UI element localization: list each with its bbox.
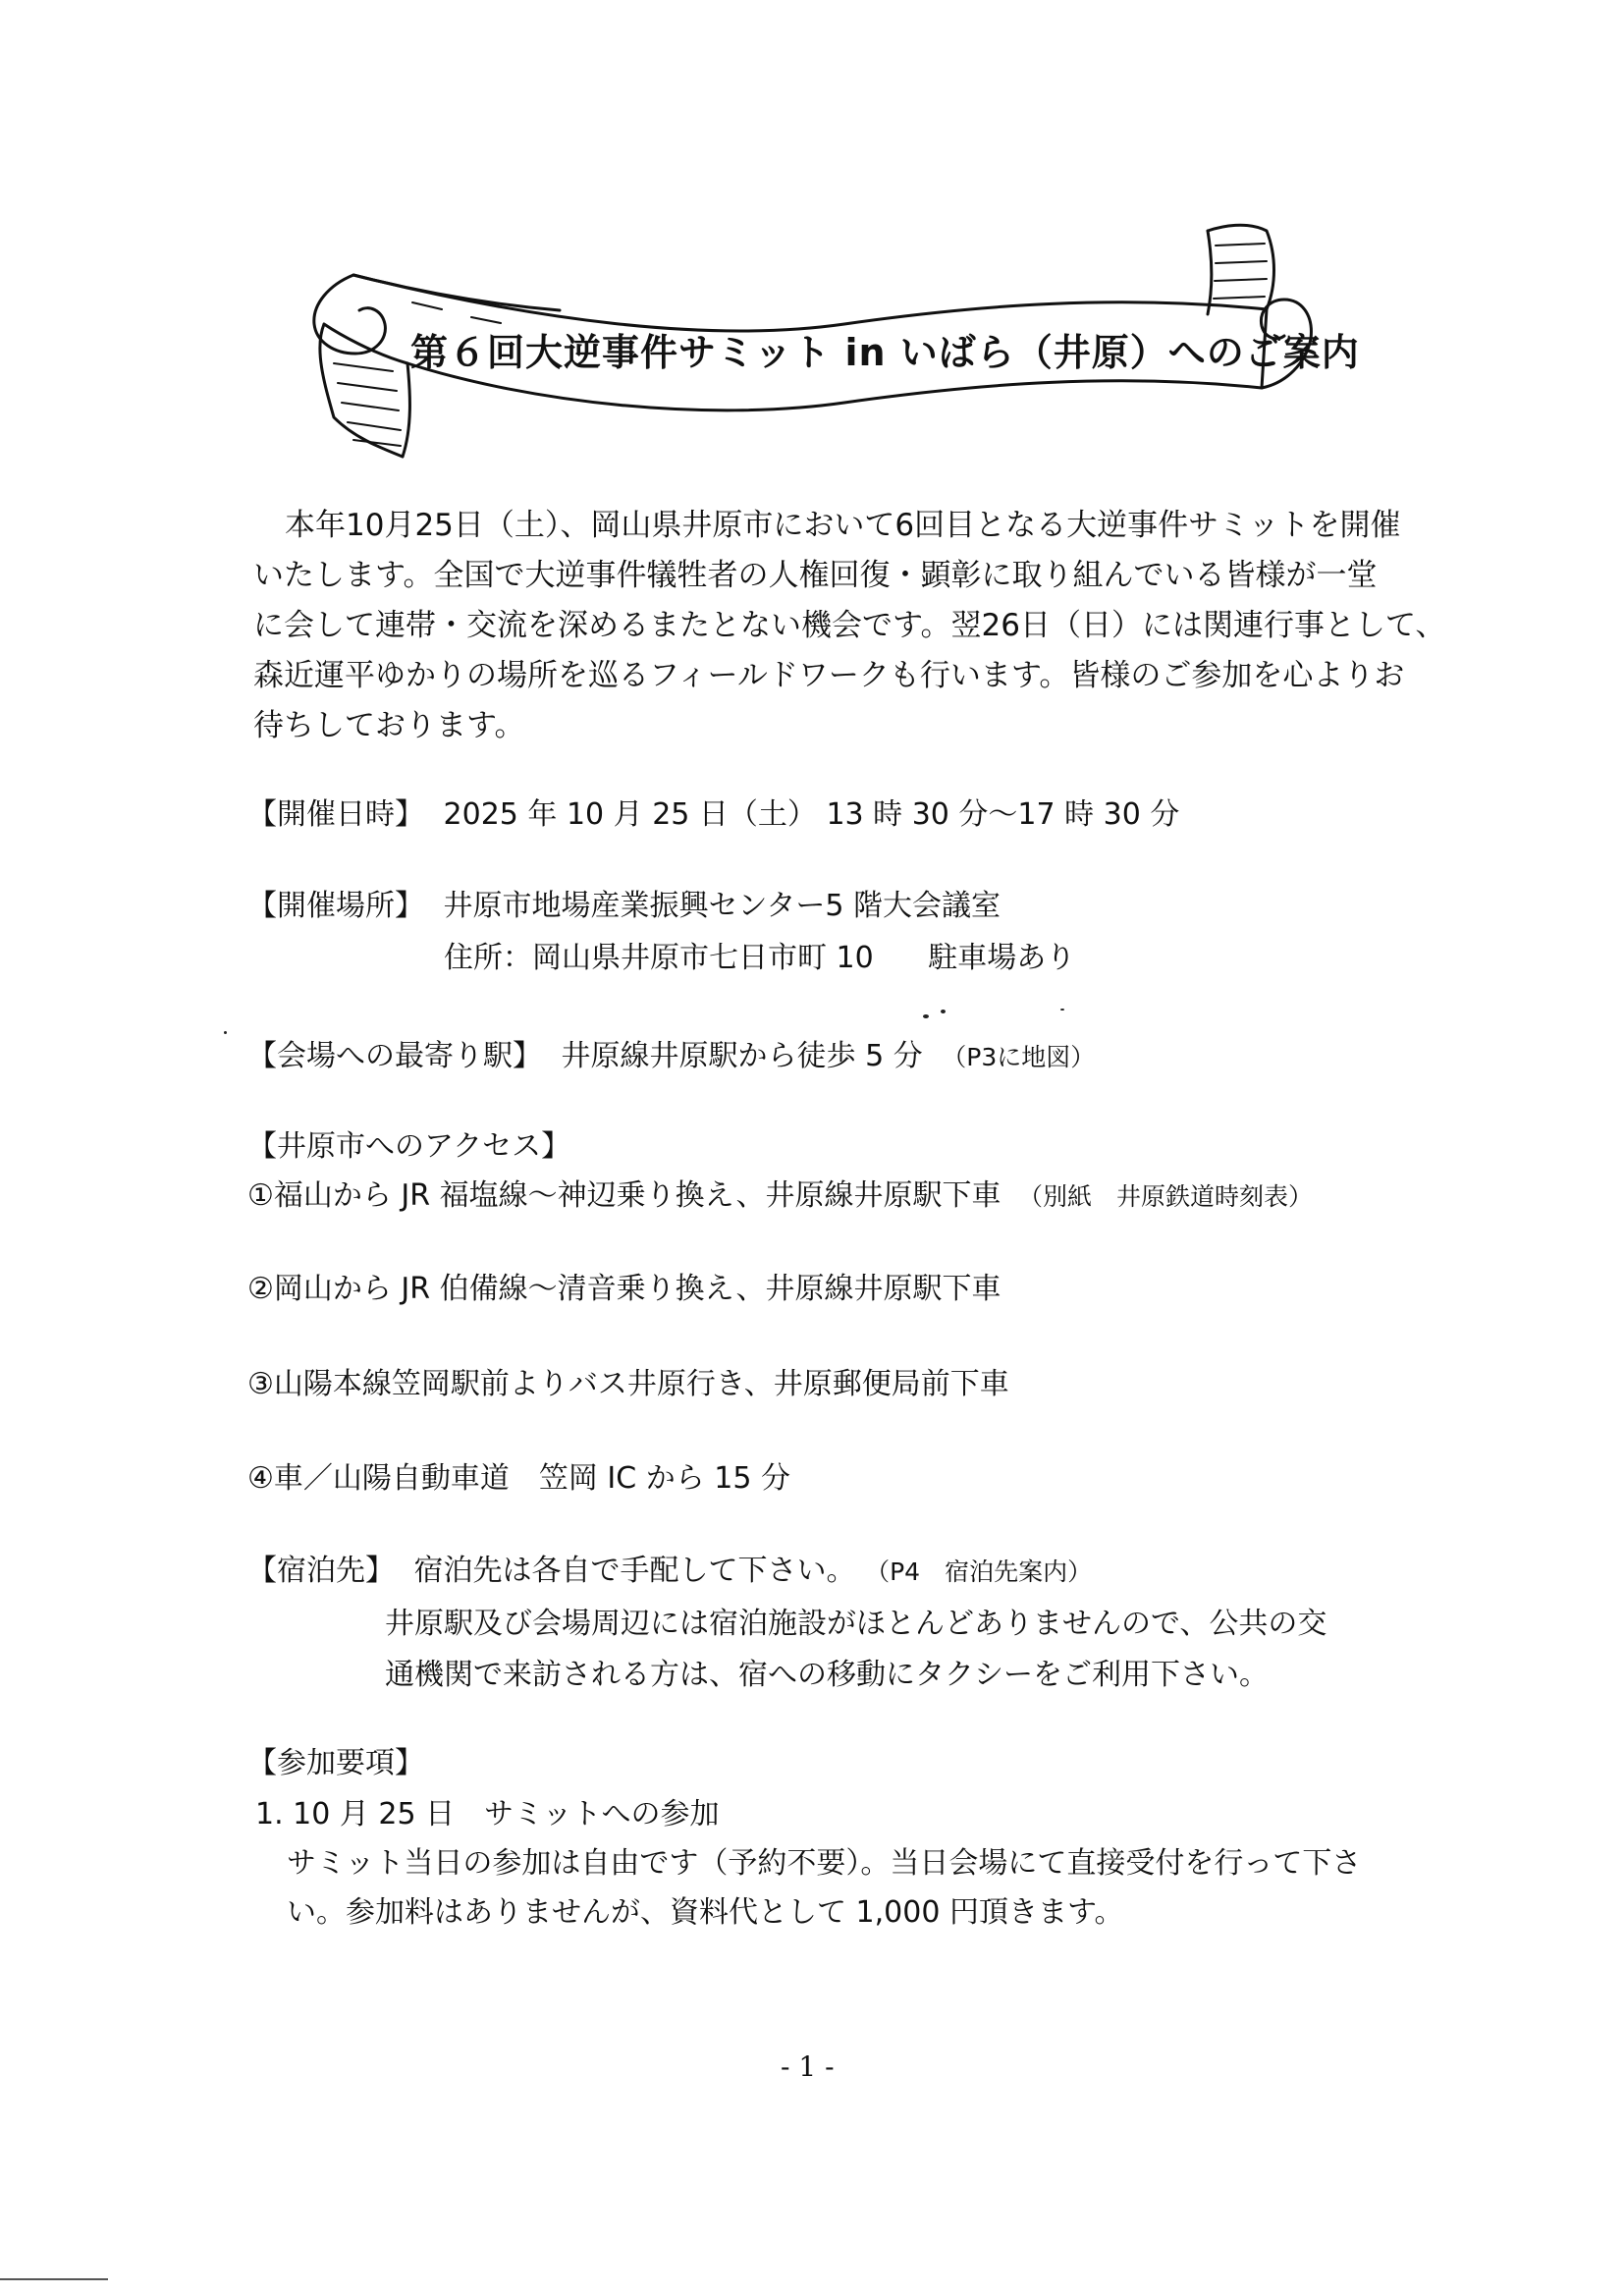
lodging-label: 【宿泊先】: [247, 1554, 395, 1588]
lodging-line2: 井原駅及び会場周辺には宿泊施設がほとんどありませんので、公共の交: [385, 1607, 1327, 1641]
intro-line: 森近運平ゆかりの場所を巡るフィールドワークも行います。皆様のご参加を心よりお: [253, 658, 1405, 693]
requirements-item: 1. 10 月 25 日 サミットへの参加: [255, 1797, 720, 1831]
access-route: [247, 1367, 1009, 1402]
lodging-line1: 宿泊先は各自で手配して下さい。: [413, 1554, 856, 1588]
venue-address-row: [444, 941, 1075, 976]
requirements-line: い。参加料はありませんが、資料代として 1,000 円頂きます。: [287, 1895, 1124, 1930]
intro-line: いたします。全国で大逆事件犠牲者の人権回復・顕彰に取り組んでいる皆様が一堂: [253, 558, 1378, 593]
scan-edge-line: [0, 2278, 108, 2280]
scan-speck: [941, 1010, 946, 1013]
access-route-text: ①福山から JR 福塩線～神辺乗り換え、井原線井原駅下車: [247, 1178, 1001, 1213]
intro-line: 待ちしております。: [253, 708, 525, 743]
venue-parking: 駐車場あり: [928, 941, 1076, 975]
venue-label: 【開催場所】: [247, 889, 424, 923]
station-label: 【会場への最寄り駅】: [247, 1039, 542, 1073]
access-route: [247, 1461, 790, 1497]
lodging-row: [247, 1554, 1092, 1589]
title-banner: [295, 216, 1360, 491]
datetime-row: [247, 797, 1179, 833]
venue-value: 井原市地場産業振興センター5 階大会議室: [443, 889, 1001, 923]
requirements-heading: 【参加要項】: [247, 1746, 424, 1780]
venue-address: 住所：岡山県井原市七日市町 10: [444, 941, 874, 975]
datetime-value: 2025 年 10 月 25 日（土） 13 時 30 分～17 時 30 分: [443, 797, 1180, 832]
access-route: [247, 1272, 1001, 1307]
venue-row: [247, 889, 1001, 924]
requirements-line: サミット当日の参加は自由です（予約不要）。当日会場にて直接受付を行って下さ: [287, 1846, 1362, 1881]
access-route-text: ②岡山から JR 伯備線～清音乗り換え、井原線井原駅下車: [247, 1272, 1001, 1306]
datetime-label: 【開催日時】: [247, 797, 424, 832]
scan-speck: [923, 1014, 929, 1018]
intro-paragraph: [253, 501, 1446, 751]
page-number: - 1 -: [781, 2050, 835, 2083]
access-route-text: ④車／山陽自動車道 笠岡 IC から 15 分: [247, 1461, 791, 1496]
intro-line: に会して連帯・交流を深めるまたとない機会です。翌26日（日）には関連行事として、: [253, 608, 1446, 643]
access-route: [247, 1178, 1313, 1214]
scan-speck: [1060, 1009, 1064, 1011]
access-heading: 【井原市へのアクセス】: [247, 1129, 571, 1164]
lodging-note: （P4 宿泊先案内）: [865, 1557, 1093, 1586]
access-route-text: ③山陽本線笠岡駅前よりバス井原行き、井原郵便局前下車: [247, 1367, 1009, 1401]
station-note: （P3に地図）: [942, 1043, 1096, 1071]
lodging-line3: 通機関で来訪される方は、宿への移動にタクシーをご利用下さい。: [385, 1658, 1269, 1692]
station-value: 井原線井原駅から徒歩 5 分: [561, 1039, 923, 1073]
page-title: 第６回大逆事件サミット in いばら（井原）へのご案内: [410, 331, 1360, 374]
scan-speck: [224, 1031, 227, 1034]
intro-line: 本年10月25日（土）、岡山県井原市において6回目となる大逆事件サミットを開催: [285, 508, 1401, 543]
access-route-note: （別紙 井原鉄道時刻表）: [1018, 1182, 1314, 1211]
station-row: [247, 1039, 1095, 1074]
